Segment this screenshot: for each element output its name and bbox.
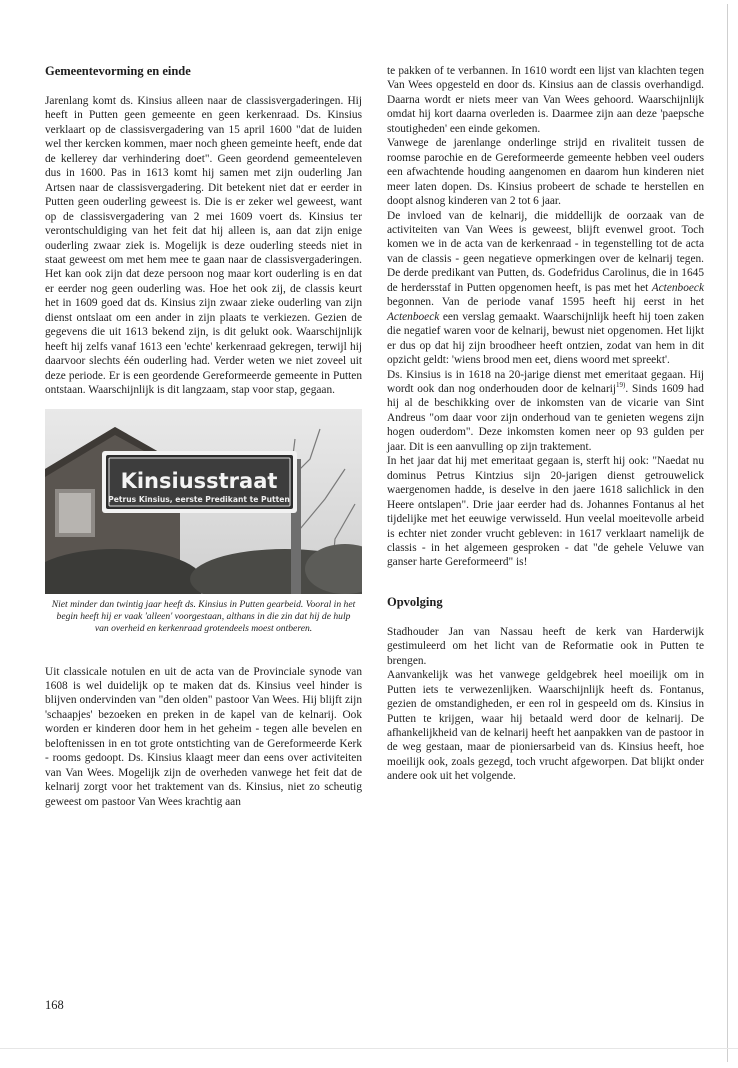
section-heading-gemeentevorming: Gemeentevorming en einde (45, 64, 191, 78)
paragraph: In het jaar dat hij met emeritaat gegaan is, sterft hij ook: "Naedat nu dominus Petrus Kintzius sijn 20-jarigen dienst getrouwelick waergenomen hadde, is deselve in den jaere 1618 salichlick in den Heere ontslapen". Drie jaar eerder had ds. Johannes Fontanus al het tijdelijke met het eeuwige verwisseld. Hun veelal moeitevolle arbeid is echter niet zonder vrucht gebleven: in 1617 verklaart namelijk de classis - in het algemeen gesproken - dat "de gehele Veluwe van ganser harte Gereformeerd" is! (387, 455, 704, 569)
street-sign-illustration (45, 409, 362, 594)
sign-sub-text: Petrus Kinsius, eerste Predikant te Putten (108, 494, 290, 504)
sign-main-text: Kinsiusstraat (120, 468, 278, 493)
text-run: Ds. Kinsius is in 1618 na 20-jarige dienst met emeritaat gegaan. Hij wordt ook dan nog onderhouden door de kelnarij (387, 368, 704, 395)
left-column (45, 64, 362, 809)
bottom-rule (0, 1048, 738, 1049)
page-edge-line (727, 4, 728, 1062)
text-run: begonnen. Van de periode vanaf 1595 heeft hij eerst in het (387, 296, 704, 309)
right-column (387, 64, 704, 784)
paragraph (387, 368, 704, 455)
paragraph (387, 209, 704, 368)
text-run: . Sinds 1609 had hij al de beschikking over de inkomsten van de vicarie van Sint Andreus "om daar voor zijn onderhoud van te genieten wegens zijn hogen ouderdom". Deze inkomsten komen neer op 93 gulden per jaar. Dit is een aanvulling op zijn traktement. (387, 382, 704, 453)
text-run: een verslag gemaakt. Waarschijnlijk heeft hij toen zaken die negatief waren voor de kelnarij, bewust niet opgenomen. Het lijkt er dus op dat hij zijn broodheer heeft ontzien, zodat van hem in dit opzicht geldt: 'wiens brood men eet, diens woord met spreekt'. (387, 310, 704, 367)
photo-caption: Niet minder dan twintig jaar heeft ds. Kinsius in Putten gearbeid. Vooral in het begin heeft hij er vaak 'alleen' voorgestaan, althans in die zin dat hij de hulp van overheid en kerkenraad grotendeels moest ontberen. (51, 598, 356, 634)
paragraph: Jarenlang komt ds. Kinsius alleen naar de classisvergaderingen. Hij heeft in Putten geen gemeente en geen kerkenraad. Ds. Kinsius verklaart op de classisvergadering van 15 april 1600 "dat de luiden wel ther kercken kommen, maer noch gheen gemeinte heeft, ende dat de kellerey dar verhindering doet". Geen geordend gemeenteleven dus in 1600. Pas in 1613 komt hij samen met zijn ouderling Jan Artsen naar de classisvergadering. Dit betekent niet dat er eerder in Putten geen ouderling geweest is. Die is er zeker wel geweest, want op de classisvergadering van 2 mei 1609 voert ds. Kinsius ter verontschuldiging van het feit dat hij alleen is, aan dat zijn enige ouderling zwaar ziek is. Mogelijk is deze ouderling steeds niet in staat geweest om met hem mee te gaan naar de classisvergaderingen. Het kan ook zijn dat deze persoon nog maar kort ouderling is en dat er eerder nog geen ouderling was. Hoe het ook zij, de classis keurt het in 1609 goed dat ds. Kinsius zijn zwaar zieke ouderling van zijn dienst ontslaat om een ander in zijn plaats te verkiezen. Gezien de gegevens die uit 1613 bekend zijn, is dit gelukt ook. Waarschijnlijk heeft hij zelfs vanaf 1613 een 'echte' kerkenraad gekregen, terwijl hij daarvoor slechts één ouderling had. Verder weten we niet zoveel uit deze periode. Er is een geordende Gereformeerde gemeente in Putten ontstaan. Waarschijnlijk is dit langzaam, stap voor stap, gegaan. (45, 95, 362, 397)
paragraph: Uit classicale notulen en uit de acta van de Provinciale synode van 1608 is wel duidelijk op te maken dat ds. Kinsius veel hinder is blijven ondervinden van "den olden" pastoor Van Wees. Hij blijft zijn 'schaapjes' bezoeken en preken in de kapel van de kelnarij. Ook worden er kinderen door hem in het geheim - tegen alle bevelen en beloftenissen in en tot grote ontstichting van de Gereformeerde Kerk - rooms gedoopt. Ds. Kinsius klaagt meer dan eens over activiteiten van Van Wees. Mogelijk zijn de overheden vanwege het feit dat de kelnarij zorgt voor het traktement van ds. Kinsius, niet zo scheutig geweest om pastoor Van Wees krachtig aan (45, 665, 362, 808)
italic-title: Actenboeck (651, 281, 704, 294)
paragraph: Vanwege de jarenlange onderlinge strijd en rivaliteit tussen de roomse parochie en de Gereformeerde gemeente hebben veel ouders een afwachtende houding aangenomen en daarom hun kinderen niet meer laten dopen. Ds. Kinsius probeert de schade te herstellen en doopt alsnog kinderen van 2 tot 6 jaar. (387, 137, 704, 208)
text-run: De invloed van de kelnarij, die middellijk de oorzaak van de activiteiten van Van Wees is geweest, blijft evenwel groot. Toch komen we in de acta van de kerkenraad - in tegenstelling tot de acta van de classis - geen negatieve opmerkingen over de kelnarij tegen. De derde predikant van Putten, ds. Godefridus Carolinus, die in 1645 de herdersstaf in Putten opgenomen heeft, is pas met het (387, 209, 704, 294)
paragraph: te pakken of te verbannen. In 1610 wordt een lijst van klachten tegen Van Wees opgesteld en door ds. Kinsius aan de classis overhandigd. Daarna wordt er niets meer van Van Wees gehoord. Waarschijnlijk omdat hij kort daarna overleden is. Daarmee zijn aan deze 'paepsche stoutigheden' een einde gekomen. (387, 65, 704, 135)
paragraph: Stadhouder Jan van Nassau heeft de kerk van Harderwijk gestimuleerd om het licht van de Reformatie ook in Putten te brengen. (387, 625, 704, 667)
spacer (387, 570, 704, 595)
spacer (45, 635, 362, 665)
footnote-marker: 19) (616, 381, 626, 390)
italic-title: Actenboeck (387, 310, 440, 323)
street-sign-photo (45, 409, 362, 594)
paragraph: Aanvankelijk was het vanwege geldgebrek heel moeilijk om in Putten iets te verwezenlijken. Waarschijnlijk heeft ds. Fontanus, gezien de omstandigheden, er een rol in gespeeld om ds. Kinsius in Putten te krijgen, waar hij betaald werd door de kelnarij. De afhankelijkheid van de kelnarij heeft het aanpakken van de pastoor in de weg gestaan, maar de pioniersarbeid van ds. Kinsius heeft, hoe moeilijk ook, zoals gezegd, toch vrucht afgeworpen. Dat blijkt onder andere ook uit het volgende. (387, 669, 704, 783)
section-heading-opvolging: Opvolging (387, 594, 443, 609)
page-number: 168 (45, 998, 64, 1012)
